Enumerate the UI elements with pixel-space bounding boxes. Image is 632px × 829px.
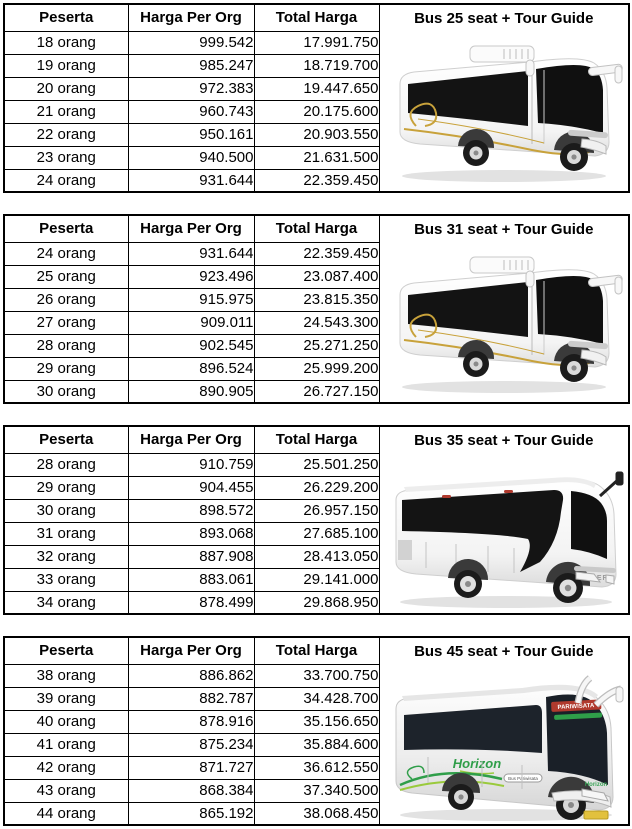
col-header-total-harga: Total Harga bbox=[254, 637, 379, 664]
harga-per-org-cell: 896.524 bbox=[128, 357, 254, 380]
peserta-cell: 30 orang bbox=[4, 499, 128, 522]
bus-25-image bbox=[382, 32, 626, 188]
bus-cell-35 bbox=[379, 426, 629, 614]
total-harga-cell: 25.501.250 bbox=[254, 453, 379, 476]
total-harga-cell: 23.087.400 bbox=[254, 265, 379, 288]
bus-45-image bbox=[382, 665, 626, 823]
bus-cell-31 bbox=[379, 215, 629, 403]
roof-ac-unit bbox=[470, 257, 534, 273]
total-harga-cell: 25.271.250 bbox=[254, 334, 379, 357]
total-harga-cell: 35.884.600 bbox=[254, 733, 379, 756]
bus-cell-25 bbox=[379, 4, 629, 192]
total-harga-cell: 18.719.700 bbox=[254, 54, 379, 77]
peserta-cell: 33 orang bbox=[4, 568, 128, 591]
price-table-bus-25 bbox=[3, 3, 630, 193]
total-harga-cell: 23.815.350 bbox=[254, 288, 379, 311]
total-harga-cell: 22.359.450 bbox=[254, 169, 379, 192]
harga-per-org-cell: 950.161 bbox=[128, 123, 254, 146]
harga-per-org-cell: 910.759 bbox=[128, 453, 254, 476]
peserta-cell: 22 orang bbox=[4, 123, 128, 146]
harga-per-org-cell: 985.247 bbox=[128, 54, 254, 77]
roof-ac-unit bbox=[470, 46, 534, 62]
harga-per-org-cell: 960.743 bbox=[128, 100, 254, 123]
total-harga-cell: 28.413.050 bbox=[254, 545, 379, 568]
headlight bbox=[606, 575, 614, 584]
peserta-cell: 39 orang bbox=[4, 687, 128, 710]
peserta-cell: 42 orang bbox=[4, 756, 128, 779]
peserta-cell: 44 orang bbox=[4, 802, 128, 825]
harga-per-org-cell: 883.061 bbox=[128, 568, 254, 591]
bus-title-31: Bus 31 seat + Tour Guide bbox=[414, 221, 594, 238]
total-harga-cell: 26.957.150 bbox=[254, 499, 379, 522]
side-badge bbox=[504, 774, 542, 782]
bus-35-image bbox=[382, 454, 626, 610]
total-harga-cell: 22.359.450 bbox=[254, 242, 379, 265]
harga-per-org-cell: 904.455 bbox=[128, 476, 254, 499]
price-table-bus-31 bbox=[3, 214, 630, 404]
total-harga-cell: 27.685.100 bbox=[254, 522, 379, 545]
peserta-cell: 24 orang bbox=[4, 169, 128, 192]
harga-per-org-cell: 902.545 bbox=[128, 334, 254, 357]
harga-per-org-cell: 887.908 bbox=[128, 545, 254, 568]
harga-per-org-cell: 972.383 bbox=[128, 77, 254, 100]
harga-per-org-cell: 923.496 bbox=[128, 265, 254, 288]
bus-title-25: Bus 25 seat + Tour Guide bbox=[414, 10, 594, 27]
peserta-cell: 34 orang bbox=[4, 591, 128, 614]
peserta-cell: 30 orang bbox=[4, 380, 128, 403]
col-header-total-harga: Total Harga bbox=[254, 426, 379, 453]
front-logo-text: Horizon bbox=[584, 782, 607, 788]
harga-per-org-cell: 898.572 bbox=[128, 499, 254, 522]
peserta-cell: 41 orang bbox=[4, 733, 128, 756]
total-harga-cell: 20.175.600 bbox=[254, 100, 379, 123]
col-header-harga-per-org: Harga Per Org bbox=[128, 215, 254, 242]
total-harga-cell: 29.868.950 bbox=[254, 591, 379, 614]
harga-per-org-cell: 868.384 bbox=[128, 779, 254, 802]
total-harga-cell: 25.999.200 bbox=[254, 357, 379, 380]
left-mirror bbox=[526, 271, 534, 287]
peserta-cell: 40 orang bbox=[4, 710, 128, 733]
total-harga-cell: 24.543.300 bbox=[254, 311, 379, 334]
harga-per-org-cell: 886.862 bbox=[128, 664, 254, 687]
total-harga-cell: 35.156.650 bbox=[254, 710, 379, 733]
peserta-cell: 26 orang bbox=[4, 288, 128, 311]
side-badge-text: Bus Pariwisata bbox=[507, 776, 538, 781]
total-harga-cell: 26.229.200 bbox=[254, 476, 379, 499]
peserta-cell: 25 orang bbox=[4, 265, 128, 288]
harga-per-org-cell: 878.916 bbox=[128, 710, 254, 733]
bus-title-45: Bus 45 seat + Tour Guide bbox=[414, 643, 594, 660]
col-header-peserta: Peserta bbox=[4, 637, 128, 664]
harga-per-org-cell: 999.542 bbox=[128, 31, 254, 54]
col-header-peserta: Peserta bbox=[4, 215, 128, 242]
header-row bbox=[4, 215, 629, 242]
col-header-peserta: Peserta bbox=[4, 426, 128, 453]
peserta-cell: 28 orang bbox=[4, 334, 128, 357]
peserta-cell: 23 orang bbox=[4, 146, 128, 169]
peserta-cell: 24 orang bbox=[4, 242, 128, 265]
side-marker bbox=[504, 490, 513, 493]
col-header-harga-per-org: Harga Per Org bbox=[128, 426, 254, 453]
header-row bbox=[4, 637, 629, 664]
peserta-cell: 31 orang bbox=[4, 522, 128, 545]
harga-per-org-cell: 875.234 bbox=[128, 733, 254, 756]
total-harga-cell: 38.068.450 bbox=[254, 802, 379, 825]
harga-per-org-cell: 931.644 bbox=[128, 242, 254, 265]
peserta-cell: 21 orang bbox=[4, 100, 128, 123]
side-marker bbox=[442, 495, 451, 498]
bus-31-image bbox=[382, 243, 626, 399]
peserta-cell: 29 orang bbox=[4, 476, 128, 499]
side-logo-text: Horizon bbox=[452, 756, 501, 771]
peserta-cell: 32 orang bbox=[4, 545, 128, 568]
total-harga-cell: 36.612.550 bbox=[254, 756, 379, 779]
col-header-total-harga: Total Harga bbox=[254, 4, 379, 31]
harga-per-org-cell: 940.500 bbox=[128, 146, 254, 169]
peserta-cell: 20 orang bbox=[4, 77, 128, 100]
col-header-harga-per-org: Harga Per Org bbox=[128, 4, 254, 31]
price-table-bus-35 bbox=[3, 425, 630, 615]
front-banner-text: PARIWISATA bbox=[557, 703, 595, 711]
peserta-cell: 27 orang bbox=[4, 311, 128, 334]
header-row bbox=[4, 4, 629, 31]
total-harga-cell: 26.727.150 bbox=[254, 380, 379, 403]
peserta-cell: 28 orang bbox=[4, 453, 128, 476]
license-plate bbox=[584, 811, 608, 819]
harga-per-org-cell: 878.499 bbox=[128, 591, 254, 614]
right-mirror bbox=[596, 687, 623, 705]
left-mirror bbox=[526, 60, 534, 76]
total-harga-cell: 33.700.750 bbox=[254, 664, 379, 687]
total-harga-cell: 21.631.500 bbox=[254, 146, 379, 169]
bus-title-35: Bus 35 seat + Tour Guide bbox=[414, 432, 594, 449]
peserta-cell: 29 orang bbox=[4, 357, 128, 380]
peserta-cell: 43 orang bbox=[4, 779, 128, 802]
harga-per-org-cell: 882.787 bbox=[128, 687, 254, 710]
total-harga-cell: 29.141.000 bbox=[254, 568, 379, 591]
harga-per-org-cell: 865.192 bbox=[128, 802, 254, 825]
peserta-cell: 18 orang bbox=[4, 31, 128, 54]
harga-per-org-cell: 871.727 bbox=[128, 756, 254, 779]
harga-per-org-cell: 931.644 bbox=[128, 169, 254, 192]
harga-per-org-cell: 890.905 bbox=[128, 380, 254, 403]
total-harga-cell: 19.447.650 bbox=[254, 77, 379, 100]
right-mirror bbox=[600, 472, 623, 496]
header-row bbox=[4, 426, 629, 453]
peserta-cell: 38 orang bbox=[4, 664, 128, 687]
peserta-cell: 19 orang bbox=[4, 54, 128, 77]
total-harga-cell: 37.340.500 bbox=[254, 779, 379, 802]
harga-per-org-cell: 909.011 bbox=[128, 311, 254, 334]
total-harga-cell: 20.903.550 bbox=[254, 123, 379, 146]
total-harga-cell: 34.428.700 bbox=[254, 687, 379, 710]
total-harga-cell: 17.991.750 bbox=[254, 31, 379, 54]
price-table-bus-45 bbox=[3, 636, 630, 826]
harga-per-org-cell: 915.975 bbox=[128, 288, 254, 311]
harga-per-org-cell: 893.068 bbox=[128, 522, 254, 545]
bus-cell-45 bbox=[379, 637, 629, 825]
col-header-total-harga: Total Harga bbox=[254, 215, 379, 242]
col-header-harga-per-org: Harga Per Org bbox=[128, 637, 254, 664]
col-header-peserta: Peserta bbox=[4, 4, 128, 31]
side-vent bbox=[398, 540, 412, 560]
